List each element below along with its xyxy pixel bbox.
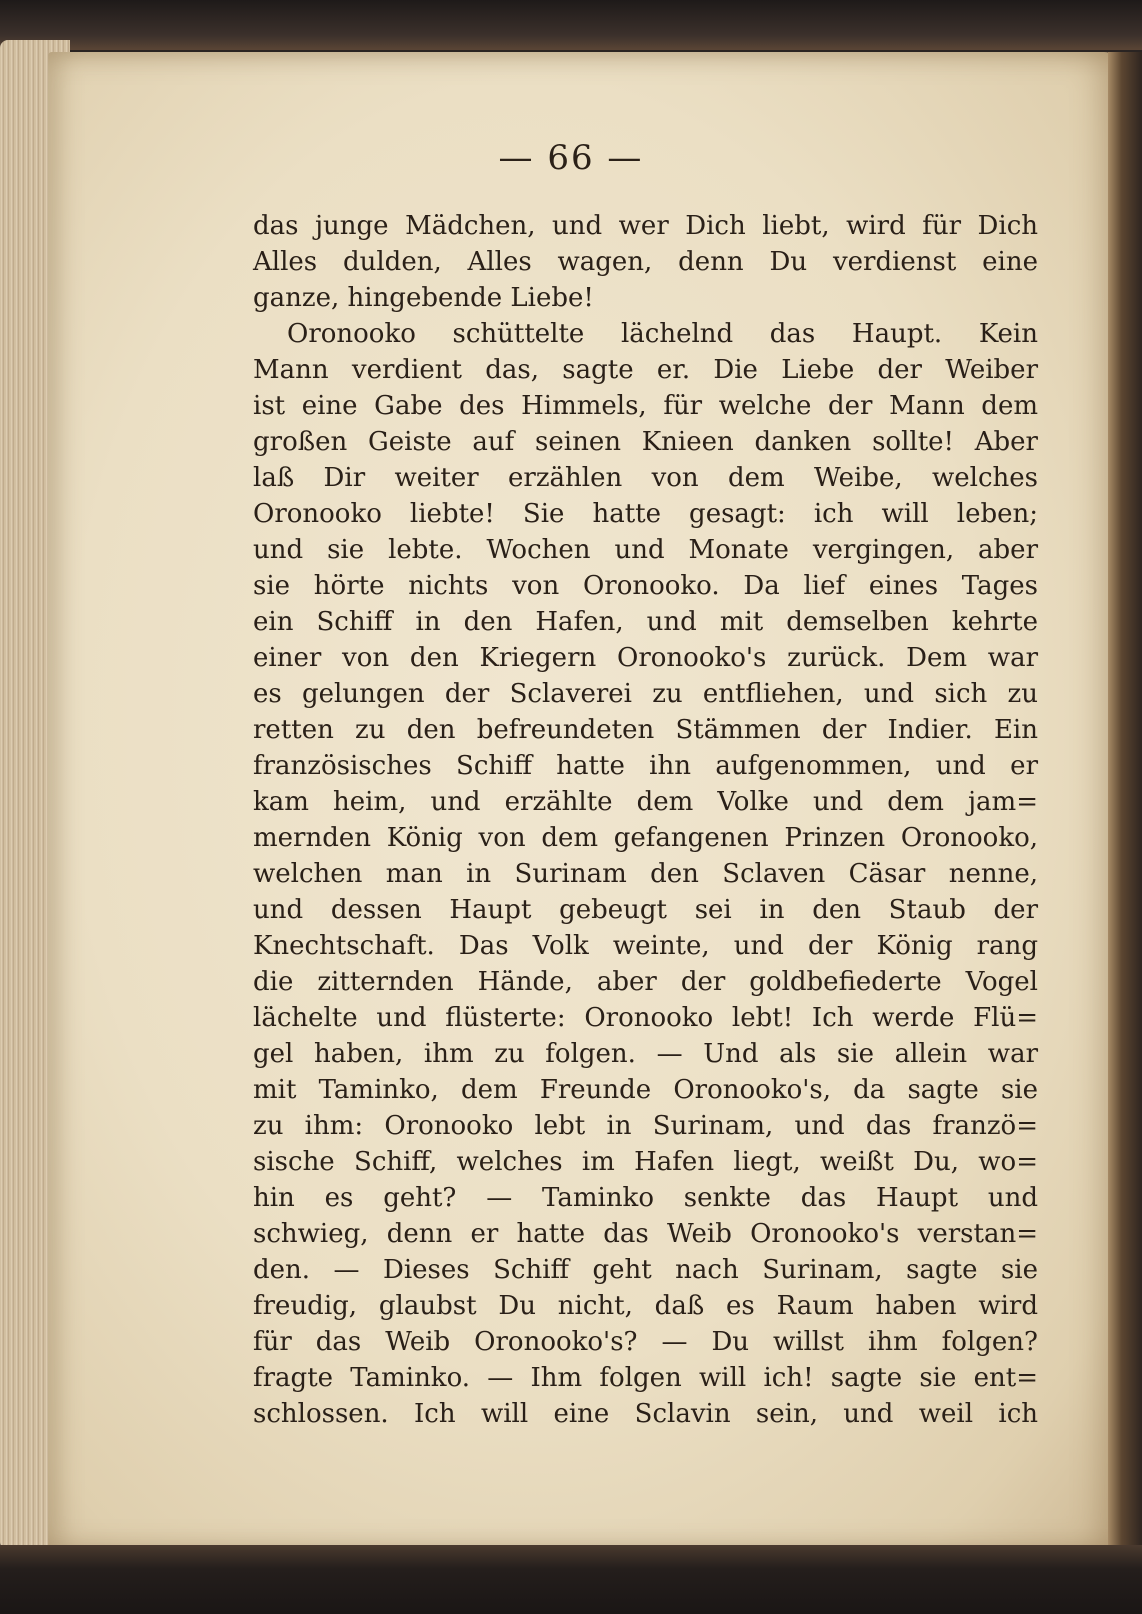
text-line: laß Dir weiter erzählen von dem Weibe, welches <box>253 463 1038 493</box>
text-line: Alles dulden, Alles wagen, denn Du verdienst eine <box>253 247 1038 277</box>
book-cover-top-edge <box>0 0 1142 50</box>
text-line: Mann verdient das, sagte er. Die Liebe der Weiber <box>253 355 1038 385</box>
book-gutter-right <box>1108 52 1142 1552</box>
text-line: mernden König von dem gefangenen Prinzen Oronooko, <box>253 823 1038 853</box>
text-line: und dessen Haupt gebeugt sei in den Staub der <box>253 895 1038 925</box>
text-line: Oronooko liebte! Sie hatte gesagt: ich will leben; <box>253 499 1038 529</box>
text-line: sie hörte nichts von Oronooko. Da lief eines Tages <box>253 571 1038 601</box>
text-line: Oronooko schüttelte lächelnd das Haupt. Kein <box>287 319 1038 349</box>
text-line: freudig, glaubst Du nicht, daß es Raum haben wird <box>253 1291 1038 1321</box>
text-line: einer von den Kriegern Oronooko's zurück. Dem war <box>253 643 1038 673</box>
text-line: das junge Mädchen, und wer Dich liebt, wird für Dich <box>253 211 1038 241</box>
text-line: ein Schiff in den Hafen, und mit demselben kehrte <box>253 607 1038 637</box>
text-line: mit Taminko, dem Freunde Oronooko's, da sagte sie <box>253 1075 1038 1105</box>
text-line: retten zu den befreundeten Stämmen der Indier. Ein <box>253 715 1038 745</box>
page-number: — 66 — <box>498 138 644 178</box>
text-line: zu ihm: Oronooko lebt in Surinam, und das franzö= <box>253 1111 1038 1141</box>
text-line: es gelungen der Sclaverei zu entfliehen, und sich zu <box>253 679 1038 709</box>
body-text <box>253 208 1038 1432</box>
text-line: französisches Schiff hatte ihn aufgenommen, und er <box>253 751 1038 781</box>
text-line: und sie lebte. Wochen und Monate vergingen, aber <box>253 535 1038 565</box>
text-line: fragte Taminko. — Ihm folgen will ich! sagte sie ent= <box>253 1363 1038 1393</box>
text-line: großen Geiste auf seinen Knieen danken sollte! Aber <box>253 427 1038 457</box>
text-line: ganze, hingebende Liebe! <box>253 283 594 313</box>
text-line: hin es geht? — Taminko senkte das Haupt und <box>253 1183 1038 1213</box>
text-line: ist eine Gabe des Himmels, für welche der Mann dem <box>253 391 1038 421</box>
text-line: die zitternden Hände, aber der goldbefiederte Vogel <box>253 967 1038 997</box>
book-cover-bottom-edge <box>0 1545 1142 1614</box>
text-line: kam heim, und erzählte dem Volke und dem jam= <box>253 787 1038 817</box>
text-line: Knechtschaft. Das Volk weinte, und der König rang <box>253 931 1038 961</box>
text-line: sische Schiff, welches im Hafen liegt, weißt Du, wo= <box>253 1147 1038 1177</box>
text-line: schlossen. Ich will eine Sclavin sein, und weil ich <box>253 1399 1038 1429</box>
text-line: welchen man in Surinam den Sclaven Cäsar nenne, <box>253 859 1038 889</box>
text-line: lächelte und flüsterte: Oronooko lebt! Ich werde Flü= <box>253 1003 1038 1033</box>
text-line: gel haben, ihm zu folgen. — Und als sie allein war <box>253 1039 1038 1069</box>
text-line: für das Weib Oronooko's? — Du willst ihm folgen? <box>253 1327 1038 1357</box>
text-line: den. — Dieses Schiff geht nach Surinam, sagte sie <box>253 1255 1038 1285</box>
text-line: schwieg, denn er hatte das Weib Oronooko's verstan= <box>253 1219 1038 1249</box>
